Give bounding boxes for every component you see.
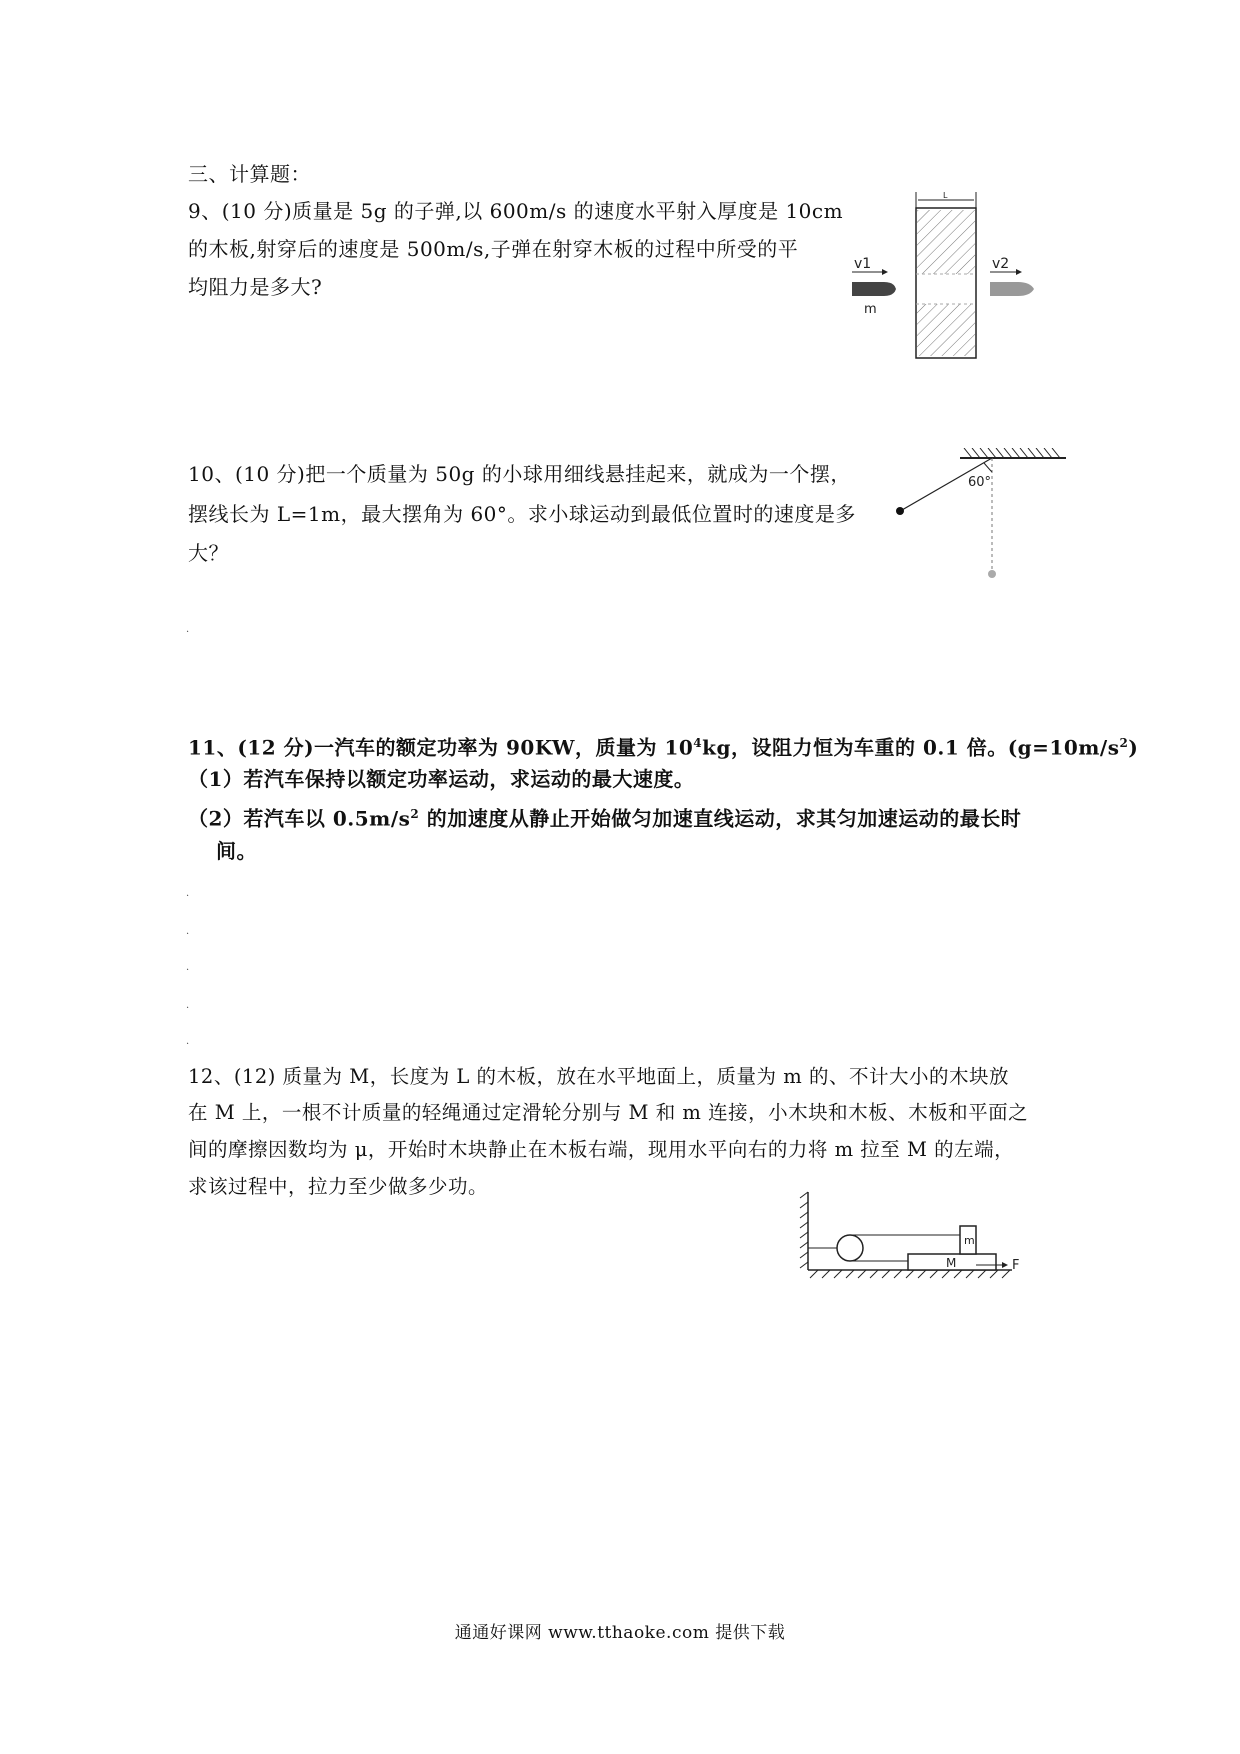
q9-bullet-before	[852, 282, 896, 296]
q12-block-label: m	[964, 1234, 975, 1247]
stray-mark: ·	[186, 891, 190, 902]
stray-mark: ·	[186, 1003, 190, 1014]
q11-line1-sup2: 2	[1119, 736, 1129, 750]
q11-line1-sup: 4	[693, 736, 703, 750]
q9-mass-label: m	[864, 302, 877, 317]
q9-line-3: 均阻力是多大?	[188, 275, 323, 299]
stray-mark: ·	[186, 1039, 190, 1050]
q11-line1-prefix: 11、(12 分)一汽车的额定功率为 90KW，质量为 10	[188, 735, 694, 760]
q12-line-3: 间的摩擦因数均为 μ，开始时木块静止在木板右端，现用水平向右的力将 m 拉至 M 的左端，	[188, 1138, 1015, 1161]
stray-mark: ·	[186, 929, 190, 940]
q12-line-4: 求该过程中，拉力至少做多少功。	[188, 1175, 489, 1198]
q12-pulley-figure	[796, 1188, 1032, 1284]
q10-line-1: 10、(10 分)把一个质量为 50g 的小球用细线悬挂起来，就成为一个摆，	[188, 462, 851, 486]
q12-board-label: M	[946, 1256, 957, 1270]
q11-line1-suffix: kg，设阻力恒为车重的 0.1 倍。(g=10m/s	[702, 735, 1120, 760]
q11-part-2-cont: 间。	[216, 839, 257, 863]
q10-pendulum-figure	[880, 448, 1070, 584]
q11-part2-prefix: （2）若汽车以 0.5m/s	[188, 806, 411, 831]
q12-line-2: 在 M 上，一根不计质量的轻绳通过定滑轮分别与 M 和 m 连接，小木块和木板、木板和平面之	[188, 1101, 1029, 1124]
q10-angle-label: 60°	[968, 475, 992, 490]
q9-bullet-board-figure	[840, 186, 1040, 366]
q11-part-2	[188, 801, 1021, 832]
q9-v2-label: v2	[992, 256, 1010, 272]
q10-line-2: 摆线长为 L=1m，最大摆角为 60°。求小球运动到最低位置时的速度是多	[188, 502, 856, 526]
q11-line-1	[188, 730, 1138, 761]
q12-pulley	[837, 1235, 863, 1261]
q11-part-1: （1）若汽车保持以额定功率运动，求运动的最大速度。	[188, 767, 695, 791]
section-title: 三、计算题：	[188, 162, 311, 186]
stray-mark: ·	[186, 627, 190, 638]
q9-v1-label: v1	[854, 256, 872, 272]
q11-part2-sup: 2	[410, 807, 420, 821]
q11-part2-suffix: 的加速度从静止开始做匀加速直线运动，求其匀加速运动的最长时	[419, 806, 1022, 831]
q12-force-label: F	[1012, 1258, 1020, 1273]
page-footer: 通通好课网 www.tthaoke.com 提供下载	[454, 1623, 786, 1643]
q9-line-1: 9、(10 分)质量是 5g 的子弹,以 600m/s 的速度水平射入厚度是 10cm	[188, 199, 844, 223]
q10-ball-max	[896, 507, 904, 515]
q9-bullet-after	[990, 282, 1034, 296]
q10-ball-lowest	[988, 570, 996, 578]
q10-line-3: 大？	[188, 541, 229, 565]
q11-line1-end: )	[1128, 735, 1139, 760]
q12-line-1: 12、(12) 质量为 M，长度为 L 的木板，放在水平地面上，质量为 m 的、不计大小的木块放	[188, 1065, 1009, 1088]
q9-thickness-label: L	[943, 191, 948, 200]
stray-mark: ·	[186, 965, 190, 976]
q9-line-2: 的木板,射穿后的速度是 500m/s,子弹在射穿木板的过程中所受的平	[188, 237, 799, 261]
